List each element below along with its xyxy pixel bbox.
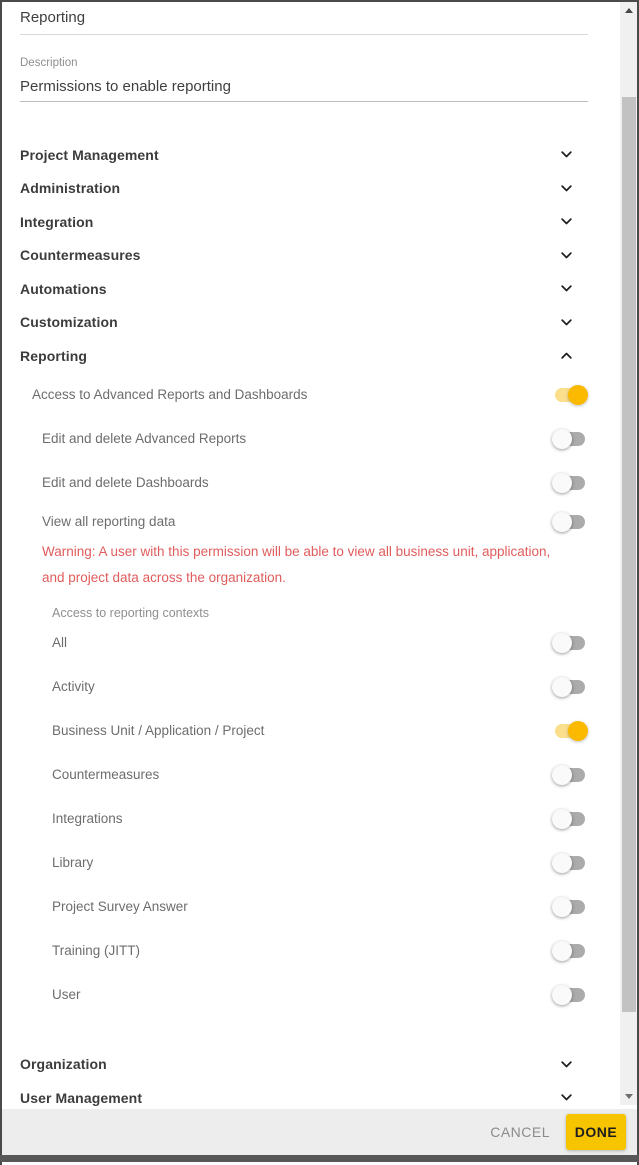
section-user-management[interactable] [20, 1081, 588, 1109]
toggle-thumb [552, 941, 572, 961]
toggle-thumb [552, 985, 572, 1005]
permission-label: Activity [52, 679, 95, 694]
scroll-up-icon [625, 8, 633, 13]
role-name-field[interactable] [20, 2, 588, 35]
description-value[interactable]: Permissions to enable reporting [20, 78, 231, 95]
permission-label: Integrations [52, 811, 123, 826]
section-automations[interactable] [20, 272, 588, 306]
permission-warning-text: Warning: A user with this permission will be able to view all business unit, application, and project data across the organization. [42, 543, 551, 585]
chevron-up-icon [557, 346, 576, 365]
toggle-thumb [568, 385, 588, 405]
role-name-value[interactable]: Reporting [20, 9, 86, 26]
chevron-down-icon [557, 145, 576, 164]
reporting-permission-rows [20, 373, 588, 592]
toggle-thumb [552, 765, 572, 785]
permission-row-activity [20, 665, 588, 709]
scrollbar[interactable] [620, 2, 637, 1105]
toggle-thumb [568, 721, 588, 741]
section-project-management[interactable] [20, 138, 588, 172]
section-list-above [20, 138, 588, 339]
section-label: Organization [20, 1056, 107, 1073]
section-list-below [20, 1048, 588, 1110]
chevron-down-icon [557, 1055, 576, 1074]
cancel-button[interactable]: CANCEL [478, 1116, 562, 1148]
reporting-permissions [20, 373, 588, 1017]
permission-row-user [20, 973, 588, 1017]
section-countermeasures[interactable] [20, 239, 588, 273]
scroll-down-icon [625, 1094, 633, 1099]
done-button[interactable]: DONE [566, 1114, 626, 1150]
toggle-switch[interactable] [552, 985, 588, 1005]
toggle-thumb [552, 473, 572, 493]
section-label: Project Management [20, 146, 159, 163]
permission-row-business-unit-application-project [20, 709, 588, 753]
permission-label: Access to Advanced Reports and Dashboards [32, 387, 308, 402]
permission-row-edit-and-delete-advanced-reports [20, 417, 588, 461]
scroll-up-button[interactable] [620, 2, 637, 19]
chevron-down-icon [557, 313, 576, 332]
description-label: Description [20, 57, 78, 69]
section-integration[interactable] [20, 205, 588, 239]
permission-label: Library [52, 855, 94, 870]
dialog-footer [2, 1109, 637, 1155]
section-label: Customization [20, 314, 118, 331]
permission-row-training-jitt [20, 929, 588, 973]
toggle-thumb [552, 853, 572, 873]
toggle-switch[interactable] [552, 677, 588, 697]
section-administration[interactable] [20, 172, 588, 206]
toggle-thumb [552, 512, 572, 532]
permission-label: Training (JITT) [52, 943, 141, 958]
chevron-down-icon [557, 179, 576, 198]
toggle-switch[interactable] [552, 429, 588, 449]
section-label: Countermeasures [20, 247, 141, 264]
section-customization[interactable] [20, 306, 588, 340]
section-reporting[interactable] [20, 339, 588, 373]
section-label: Reporting [20, 347, 88, 364]
permission-row-edit-and-delete-dashboards [20, 461, 588, 505]
toggle-switch[interactable] [552, 385, 588, 405]
scrollbar-thumb[interactable] [622, 97, 636, 1012]
permission-label: Countermeasures [52, 767, 160, 782]
toggle-switch[interactable] [552, 633, 588, 653]
section-label: Administration [20, 180, 121, 197]
permission-label: View all reporting data [42, 514, 176, 529]
permission-row-all [20, 621, 588, 665]
chevron-down-icon [557, 1088, 576, 1107]
toggle-thumb [552, 809, 572, 829]
chevron-down-icon [557, 212, 576, 231]
chevron-down-icon [557, 279, 576, 298]
window-bottom-edge [0, 1155, 639, 1162]
permission-row-library [20, 841, 588, 885]
toggle-switch[interactable] [552, 897, 588, 917]
description-field[interactable] [20, 57, 588, 102]
permission-label: User [52, 987, 81, 1002]
permission-label: All [52, 635, 68, 650]
permission-label: Business Unit / Application / Project [52, 723, 265, 738]
section-label: Integration [20, 213, 94, 230]
toggle-switch[interactable] [552, 721, 588, 741]
toggle-thumb [552, 633, 572, 653]
toggle-thumb [552, 429, 572, 449]
toggle-switch[interactable] [552, 512, 588, 532]
permission-label: Edit and delete Dashboards [42, 475, 209, 490]
permission-label: Project Survey Answer [52, 899, 188, 914]
chevron-down-icon [557, 246, 576, 265]
reporting-section-row-holder [20, 339, 588, 373]
toggle-switch[interactable] [552, 765, 588, 785]
dialog-scroll-content [2, 2, 618, 1109]
permission-row-countermeasures [20, 753, 588, 797]
contexts-heading: Access to reporting contexts [52, 605, 210, 620]
toggle-switch[interactable] [552, 941, 588, 961]
permission-row-view-all-reporting-data [20, 505, 588, 539]
section-organization[interactable] [20, 1048, 588, 1082]
section-label: User Management [20, 1089, 143, 1106]
section-label: Automations [20, 280, 107, 297]
reporting-context-rows [20, 621, 588, 1017]
toggle-switch[interactable] [552, 809, 588, 829]
permission-row-access-to-advanced-reports-and-dashboards [20, 373, 588, 417]
toggle-thumb [552, 677, 572, 697]
permission-label: Edit and delete Advanced Reports [42, 431, 247, 446]
toggle-switch[interactable] [552, 473, 588, 493]
toggle-switch[interactable] [552, 853, 588, 873]
permission-row-project-survey-answer [20, 885, 588, 929]
permission-row-integrations [20, 797, 588, 841]
scroll-down-button[interactable] [620, 1088, 637, 1105]
toggle-thumb [552, 897, 572, 917]
